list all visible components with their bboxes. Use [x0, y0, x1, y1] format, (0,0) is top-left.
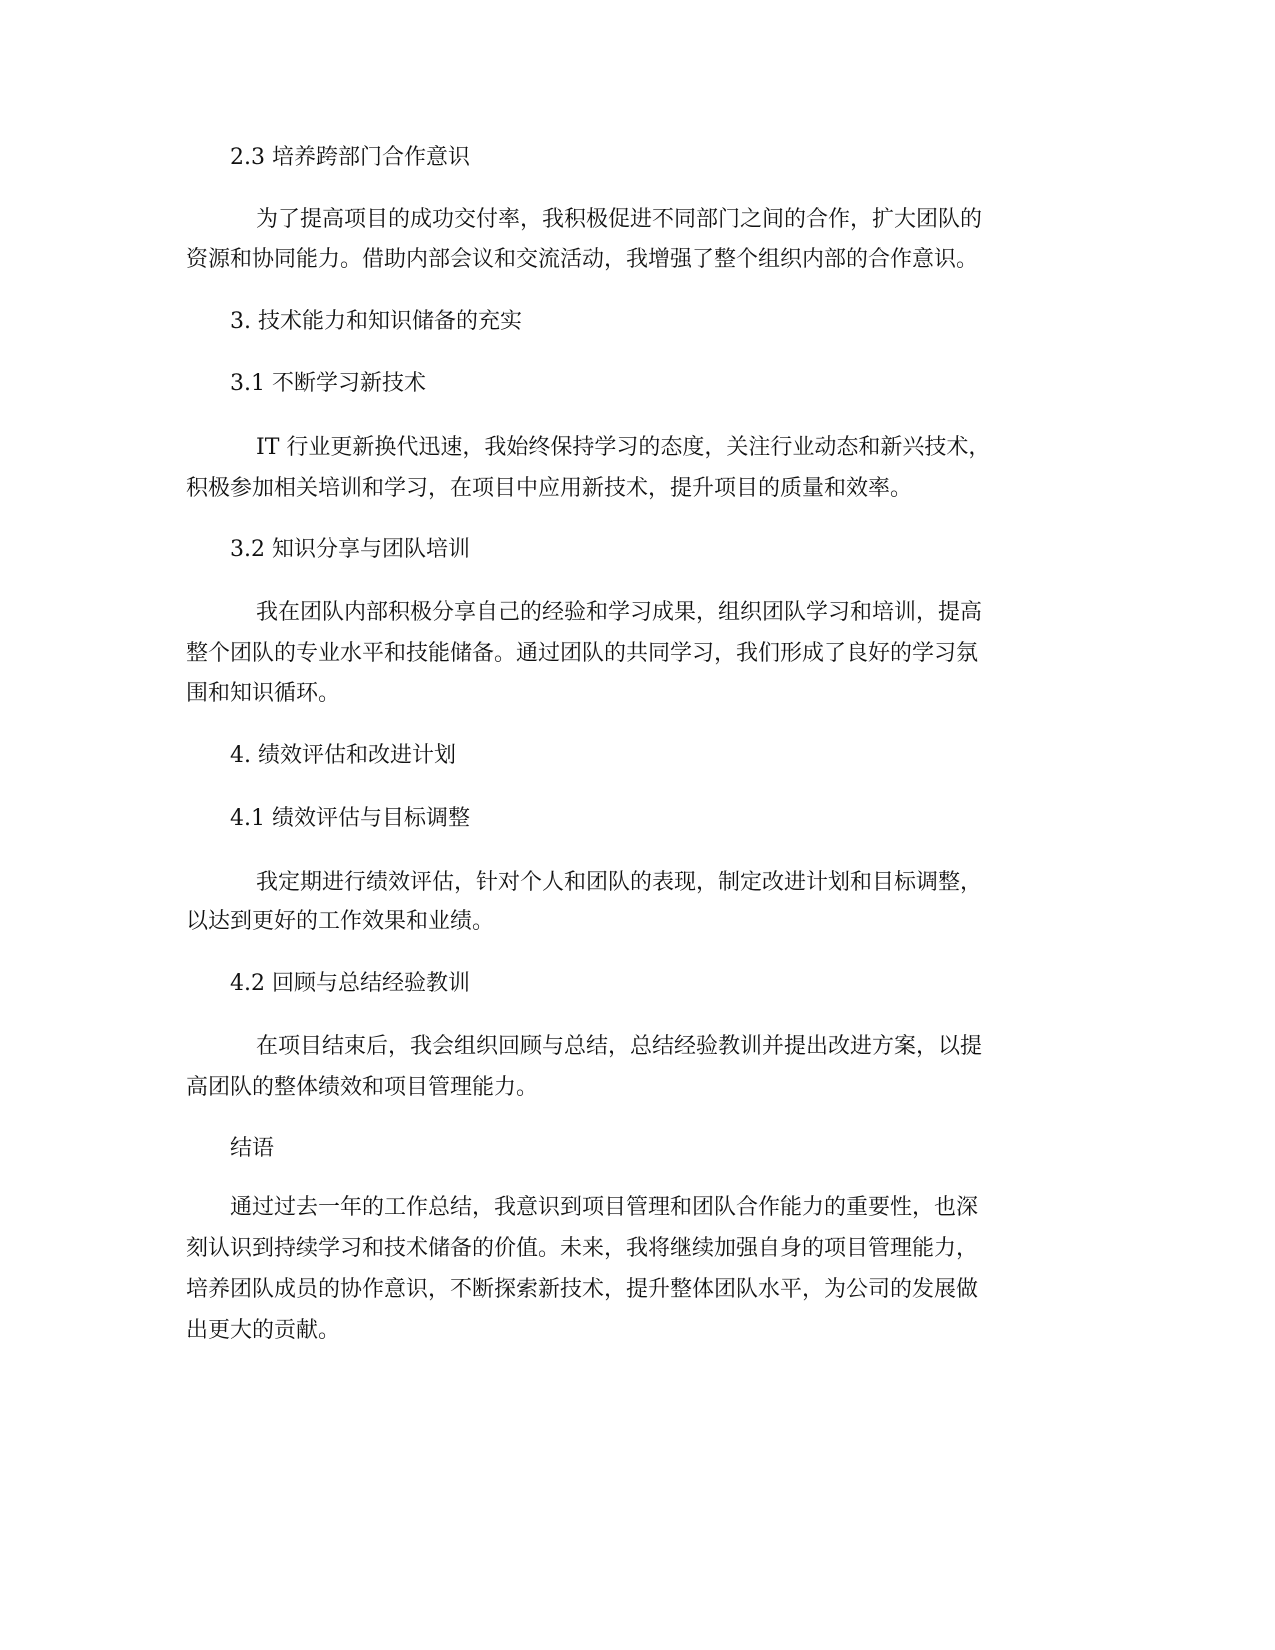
paragraph-line: 整个团队的专业水平和技能储备。通过团队的共同学习，我们形成了良好的学习氛: [186, 641, 979, 666]
section-heading: 3. 技术能力和知识储备的充实: [230, 309, 522, 334]
paragraph-line: 出更大的贡献。: [186, 1318, 341, 1343]
paragraph-line: 资源和协同能力。借助内部会议和交流活动，我增强了整个组织内部的合作意识。: [186, 247, 979, 272]
section-heading: 3.1 不断学习新技术: [230, 371, 426, 396]
paragraph-line: 培养团队成员的协作意识，不断探索新技术，提升整体团队水平，为公司的发展做: [186, 1277, 979, 1302]
paragraph-line: 刻认识到持续学习和技术储备的价值。未来，我将继续加强自身的项目管理能力，: [186, 1236, 979, 1261]
section-heading: 结语: [230, 1136, 275, 1161]
paragraph-line: 围和知识循环。: [186, 681, 341, 706]
section-heading: 2.3 培养跨部门合作意识: [230, 145, 470, 170]
paragraph-line: 高团队的整体绩效和项目管理能力。: [186, 1075, 539, 1100]
paragraph-line: 以达到更好的工作效果和业绩。: [186, 909, 495, 934]
paragraph-line: IT 行业更新换代迅速，我始终保持学习的态度，关注行业动态和新兴技术，: [256, 435, 991, 460]
paragraph-line: 我在团队内部积极分享自己的经验和学习成果，组织团队学习和培训，提高: [256, 600, 983, 625]
section-heading: 3.2 知识分享与团队培训: [230, 537, 470, 562]
paragraph-line: 我定期进行绩效评估，针对个人和团队的表现，制定改进计划和目标调整，: [256, 870, 983, 895]
section-heading: 4.1 绩效评估与目标调整: [230, 806, 470, 831]
paragraph-line: 为了提高项目的成功交付率，我积极促进不同部门之间的合作，扩大团队的: [256, 207, 983, 232]
paragraph-line: 通过过去一年的工作总结，我意识到项目管理和团队合作能力的重要性，也深: [230, 1195, 979, 1220]
section-heading: 4. 绩效评估和改进计划: [230, 743, 456, 768]
paragraph-line: 积极参加相关培训和学习，在项目中应用新技术，提升项目的质量和效率。: [186, 476, 913, 501]
section-heading: 4.2 回顾与总结经验教训: [230, 971, 470, 996]
paragraph-line: 在项目结束后，我会组织回顾与总结，总结经验教训并提出改进方案，以提: [256, 1034, 983, 1059]
